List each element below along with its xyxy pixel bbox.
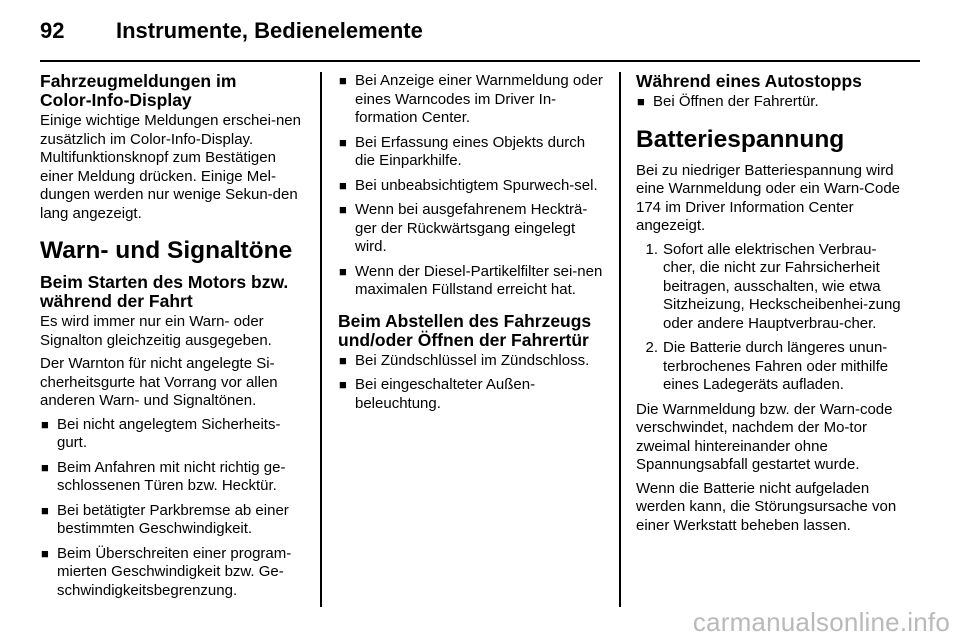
- step-number: 2.: [645, 339, 658, 356]
- column-divider-1: [320, 72, 322, 607]
- list-item: ■ Bei betätigter Parkbremse ab einer bestimmten Geschwindigkeit.: [41, 501, 289, 537]
- paragraph-one-tone: Es wird immer nur ein Warn- oder Signalton gleichzeitig ausgegeben.: [40, 313, 272, 349]
- numbered-list: [636, 241, 906, 395]
- heading-vehicle-off: Beim Abstellen des Fahrzeugs und/oder Öffnen der Fahrertür: [338, 310, 592, 350]
- bullet-square-icon: ■: [339, 177, 347, 193]
- section-title-warning-tones: Warn- und Signaltöne: [40, 237, 293, 264]
- bullet-square-icon: ■: [339, 134, 347, 150]
- bullet-square-icon: ■: [41, 545, 49, 561]
- list-item: ■ Beim Anfahren mit nicht richtig ge-schlossenen Türen bzw. Hecktür.: [41, 458, 286, 494]
- bullet-list: [338, 352, 608, 414]
- paragraph-workshop: Wenn die Batterie nicht aufgeladen werden kann, die Störungsursache von einer Werkstatt beheben lassen.: [636, 479, 897, 534]
- column-1: [40, 72, 305, 606]
- bullet-list: [636, 93, 906, 112]
- header-rule: [40, 60, 920, 62]
- list-item: ■ Bei Zündschlüssel im Zündschloss.: [339, 351, 590, 369]
- page-number: 92: [40, 18, 65, 43]
- heading-vehicle-messages: Fahrzeugmeldungen im Color-Info-Display: [40, 71, 237, 110]
- bullet-square-icon: ■: [339, 202, 347, 217]
- bullet-square-icon: ■: [41, 416, 49, 432]
- heading-engine-start: Beim Starten des Motors bzw. während der Fahrt: [40, 272, 289, 311]
- bullet-square-icon: ■: [41, 502, 49, 518]
- list-item: ■ Wenn bei ausgefahrenem Heckträ-ger der Rückwärtsgang eingelegt wird.: [339, 201, 588, 255]
- paragraph-warning-disappears: Die Warnmeldung bzw. der Warn-code verschwindet, nachdem der Mo-tor zweimal hintereinander ohne Spannungsabfall gestartet wurde.: [636, 400, 893, 473]
- list-item: 1. Sofort alle elektrischen Verbrau-cher, die nicht zur Fahrsicherheit beitragen, ausschalten, wie etwa Sitzheizung, Heckscheibenhei-zung oder andere Hauptverbrau-cher.: [636, 241, 906, 334]
- paragraph-seatbelt-priority: Der Warnton für nicht angelegte Si-cherheitsgurte hat Vorrang vor allen anderen Warn- und Signaltönen.: [40, 355, 278, 409]
- column-divider-2: [619, 72, 621, 607]
- list-item: ■ Bei Anzeige einer Warnmeldung oder eines Warncodes im Driver In-formation Center.: [339, 72, 603, 126]
- list-item: 2. Die Batterie durch längeres unun-terbrochenes Fahren oder mithilfe eines Ladegeräts aufladen.: [636, 339, 906, 395]
- list-item: ■ Bei unbeabsichtigtem Spurwech-sel.: [339, 176, 598, 194]
- page-title: Instrumente, Bedienelemente: [116, 18, 423, 43]
- list-item: ■ Wenn der Diesel-Partikelfilter sei-nen maximalen Füllstand erreicht hat.: [339, 262, 603, 298]
- list-item: ■ Bei Erfassung eines Objekts durch die Einparkhilfe.: [339, 133, 586, 169]
- bullet-square-icon: ■: [339, 263, 347, 279]
- heading-autostop: Während eines Autostopps: [636, 71, 862, 91]
- page-header: [0, 0, 960, 60]
- column-2: [338, 72, 608, 419]
- step-number: 1.: [645, 240, 658, 258]
- list-item: ■ Beim Überschreiten einer program-mierten Geschwindigkeit bzw. Ge-schwindigkeitsbegrenzung.: [41, 544, 292, 599]
- bullet-square-icon: ■: [339, 377, 347, 392]
- section-title-battery-voltage: Batteriespannung: [636, 125, 845, 153]
- column-3: [636, 72, 906, 540]
- paragraph-messages: Einige wichtige Meldungen erschei-nen zusätzlich im Color-Info-Display. Multifunktionsknopf zum Bestätigen einer Meldung drücken. Einige Mel-dungen werden nur wenige Sekun-den lang angezeigt.: [40, 112, 301, 222]
- watermark-text: carmanualsonline.info: [692, 607, 950, 637]
- paragraph-low-voltage: Bei zu niedriger Batteriespannung wird eine Warnmeldung oder ein Warn-Code 174 im Driver Information Center angezeigt.: [636, 161, 901, 234]
- bullet-square-icon: ■: [637, 94, 645, 109]
- bullet-list: [40, 416, 305, 601]
- bullet-square-icon: ■: [339, 352, 347, 368]
- bullet-square-icon: ■: [339, 73, 347, 88]
- list-item: ■ Bei Öffnen der Fahrertür.: [637, 93, 819, 110]
- list-item: ■ Bei nicht angelegtem Sicherheits-gurt.: [41, 415, 281, 451]
- bullet-square-icon: ■: [41, 459, 49, 475]
- list-item: ■ Bei eingeschalteter Außen-beleuchtung.: [339, 376, 536, 412]
- bullet-list: [338, 72, 608, 300]
